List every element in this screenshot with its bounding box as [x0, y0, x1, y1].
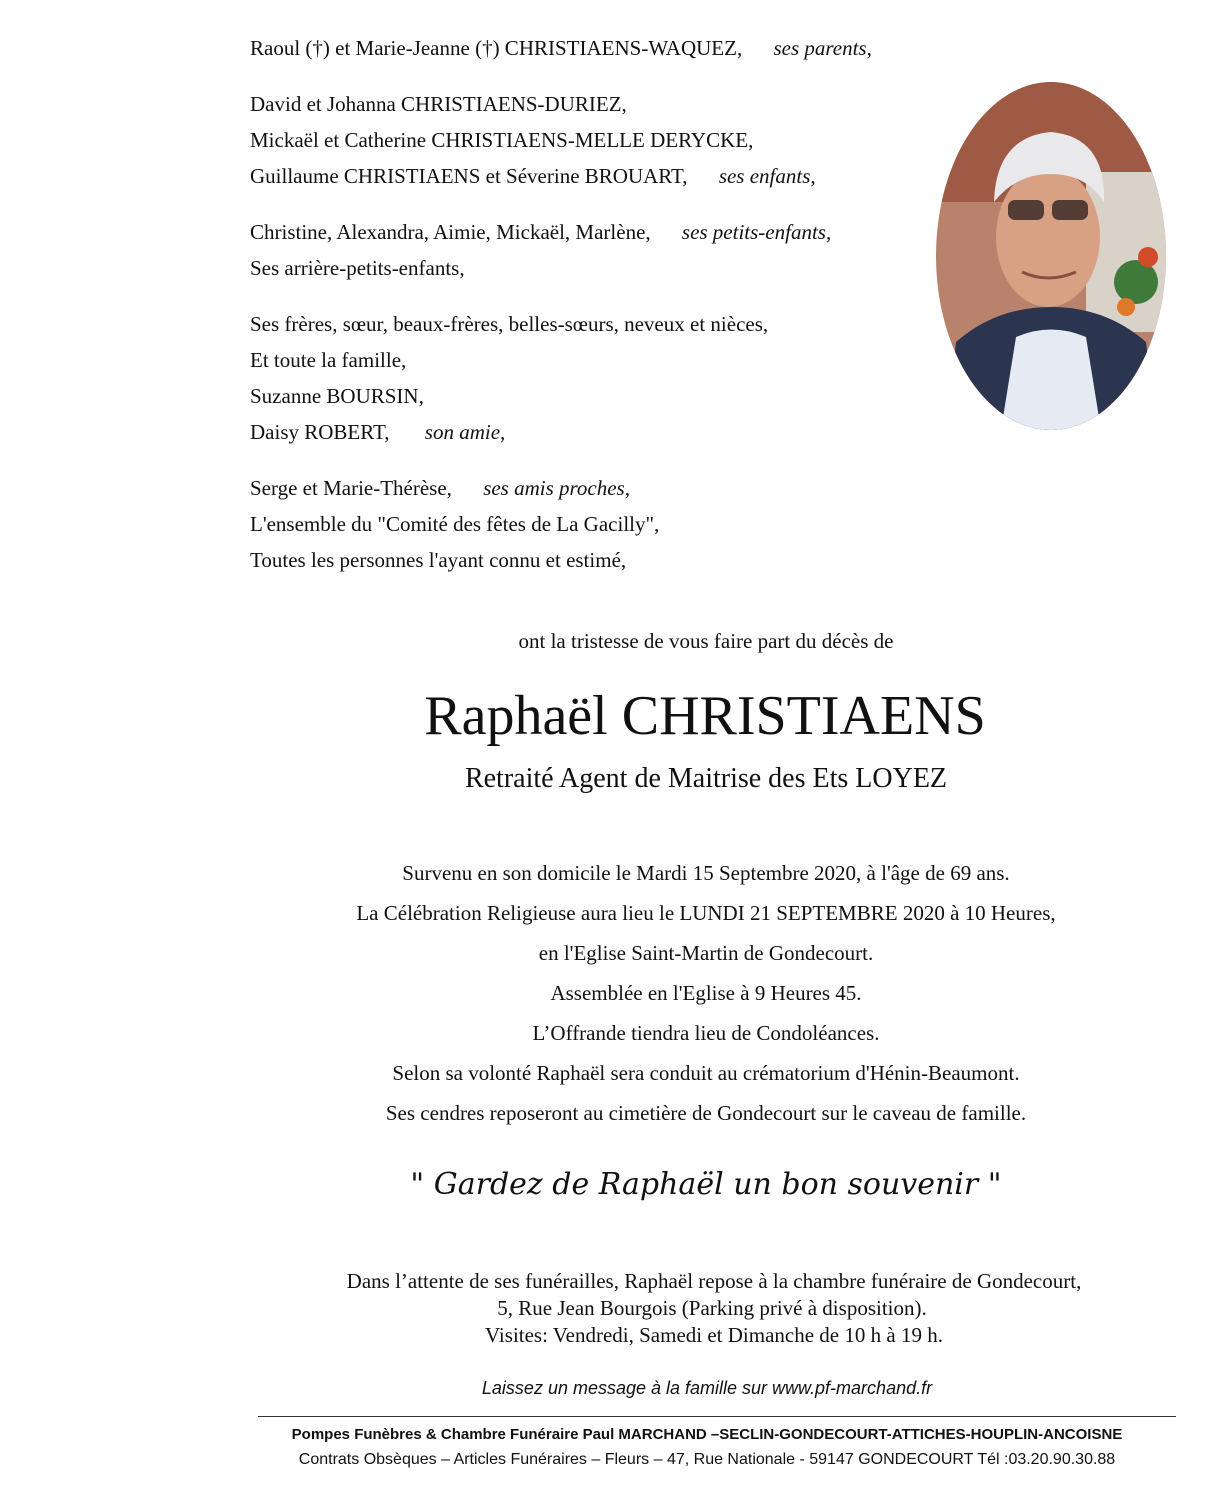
footer-contact: Contrats Obsèques – Articles Funéraires – Fleurs – 47, Rue Nationale - 59147 GONDECOURT Tél :03.20.90.30.88: [298, 1451, 1116, 1468]
family-line-everyone: [250, 550, 626, 571]
family-role: ses enfants,: [718, 164, 816, 188]
detail-ashes: Ses cendres reposeront au cimetière de Gondecourt sur le caveau de famille.: [385, 1101, 1027, 1125]
family-line-children-2: [250, 130, 753, 151]
family-names: Raoul (†) et Marie-Jeanne (†) CHRISTIAENS-WAQUEZ,: [250, 36, 743, 60]
detail-church: en l'Eglise Saint-Martin de Gondecourt.: [538, 941, 874, 965]
funeral-home-address: 5, Rue Jean Bourgois (Parking privé à disposition).: [497, 1296, 927, 1320]
family-names: Serge et Marie-Thérèse,: [250, 476, 452, 500]
family-names: Ses arrière-petits-enfants,: [250, 256, 465, 280]
footer-company: Pompes Funèbres & Chambre Funéraire Paul MARCHAND –SECLIN-GONDECOURT-ATTICHES-HOUPLIN-ANCOISNE: [291, 1426, 1123, 1443]
detail-crematorium: Selon sa volonté Raphaël sera conduit au crématorium d'Hénin-Beaumont.: [392, 1061, 1020, 1085]
funeral-home-visits: Visites: Vendredi, Samedi et Dimanche de 10 h à 19 h.: [485, 1323, 943, 1347]
family-names: Suzanne BOURSIN,: [250, 384, 424, 408]
family-line-great-grandchildren: [250, 258, 465, 279]
funeral-home-line-1: Dans l’attente de ses funérailles, Raphaël repose à la chambre funéraire de Gondecourt,: [346, 1269, 1082, 1293]
family-names: L'ensemble du "Comité des fêtes de La Gacilly",: [250, 512, 660, 536]
family-line-suzanne: [250, 386, 424, 407]
family-names: Et toute la famille,: [250, 348, 407, 372]
family-line-parents: [250, 38, 872, 59]
deceased-portrait-photo: [936, 82, 1166, 430]
family-line-children-1: [250, 94, 627, 115]
family-line-grandchildren: [250, 222, 831, 243]
detail-death: Survenu en son domicile le Mardi 15 Septembre 2020, à l'âge de 69 ans.: [402, 861, 1010, 885]
family-role: ses parents,: [773, 36, 872, 60]
family-role: son amie,: [424, 420, 506, 444]
family-line-siblings: [250, 314, 768, 335]
footer-divider: [258, 1416, 1176, 1417]
family-line-family: [250, 350, 406, 371]
deceased-name: Raphaël CHRISTIAENS: [424, 685, 986, 747]
detail-ceremony: La Célébration Religieuse aura lieu le LUNDI 21 SEPTEMBRE 2020 à 10 Heures,: [356, 901, 1056, 925]
online-message-link[interactable]: Laissez un message à la famille sur www.pf-marchand.fr: [481, 1378, 933, 1398]
family-names: Ses frères, sœur, beaux-frères, belles-sœurs, neveux et nièces,: [250, 312, 769, 336]
family-names: David et Johanna CHRISTIAENS-DURIEZ,: [250, 92, 627, 116]
family-role: ses petits-enfants,: [681, 220, 832, 244]
family-line-daisy: [250, 422, 505, 443]
family-names: Mickaël et Catherine CHRISTIAENS-MELLE DERYCKE,: [250, 128, 754, 152]
deceased-occupation: Retraité Agent de Maitrise des Ets LOYEZ: [464, 763, 948, 794]
family-line-committee: [250, 514, 659, 535]
detail-assembly: Assemblée en l'Eglise à 9 Heures 45.: [550, 981, 862, 1005]
family-names: Daisy ROBERT,: [250, 420, 390, 444]
family-line-children-3: [250, 166, 816, 187]
family-names: Guillaume CHRISTIAENS et Séverine BROUART,: [250, 164, 688, 188]
detail-offering: L’Offrande tiendra lieu de Condoléances.: [532, 1021, 880, 1045]
family-line-friends: [250, 478, 630, 499]
announcement-lead: ont la tristesse de vous faire part du décès de: [518, 629, 894, 653]
memorial-quote: " Gardez de Raphaël un bon souvenir ": [410, 1167, 1002, 1202]
family-names: Christine, Alexandra, Aimie, Mickaël, Marlène,: [250, 220, 651, 244]
family-names: Toutes les personnes l'ayant connu et estimé,: [250, 548, 627, 572]
family-role: ses amis proches,: [483, 476, 630, 500]
